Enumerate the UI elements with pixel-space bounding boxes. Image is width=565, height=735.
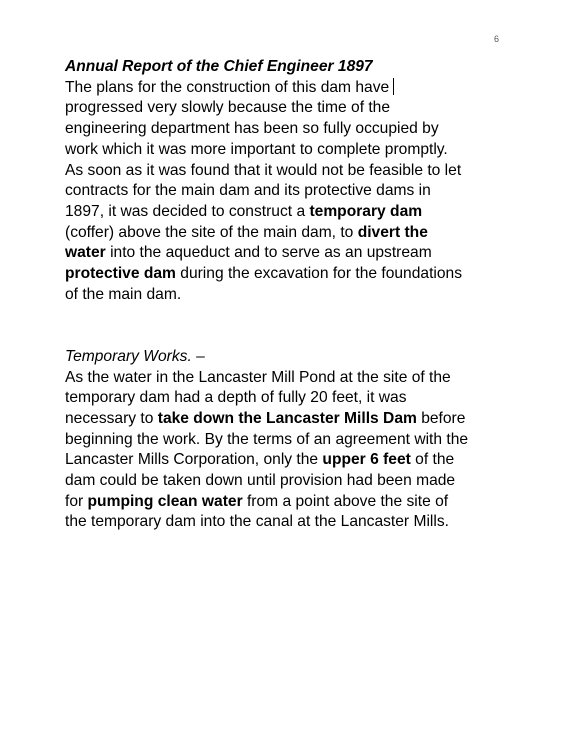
bold-term: divert the: [357, 223, 428, 241]
bold-term: upper 6 feet: [322, 451, 411, 469]
text-line: engineering department has been so fully occupied by: [65, 120, 439, 138]
text-line: [65, 450, 510, 471]
paragraph-gap: [65, 305, 510, 346]
text-line: contracts for the main dam and its protective dams in: [65, 182, 431, 200]
text-line: work which it was more important to complete promptly.: [65, 140, 448, 158]
text-run: The plans for the construction of this dam have: [65, 78, 390, 96]
text-line: [65, 492, 510, 513]
report-title: Annual Report of the Chief Engineer 1897: [65, 58, 373, 75]
text-line: As soon as it was found that it would not be feasible to let: [65, 161, 462, 179]
text-line: of the main dam.: [65, 285, 182, 303]
text-run: 1897, it was decided to construct a: [65, 202, 310, 220]
text-run: from a point above the site of: [242, 492, 449, 510]
temporary-works-section: [65, 347, 510, 533]
text-line: [65, 409, 510, 430]
section-heading: Temporary Works. –: [65, 347, 205, 365]
bold-term: pumping clean water: [87, 492, 243, 510]
text-run: (coffer) above the site of the main dam, to: [65, 223, 358, 241]
text-cursor: [393, 78, 394, 95]
text-line: [65, 78, 510, 99]
text-line: dam could be taken down until provision had been made: [65, 472, 456, 490]
text-line: [65, 243, 510, 264]
text-line: beginning the work. By the terms of an agreement with the: [65, 430, 469, 448]
text-line: temporary dam had a depth of fully 20 feet, it was: [65, 389, 407, 407]
bold-term: water: [65, 244, 106, 262]
text-run: of the: [410, 451, 455, 469]
text-run: for: [65, 492, 88, 510]
document-body[interactable]: [65, 57, 510, 533]
text-run: necessary to: [65, 409, 158, 427]
text-line: [65, 223, 510, 244]
text-line: [65, 264, 510, 285]
text-run: Lancaster Mills Corporation, only the: [65, 451, 323, 469]
bold-term: temporary dam: [309, 202, 423, 220]
text-line: As the water in the Lancaster Mill Pond at the site of the: [65, 368, 451, 386]
text-run: during the excavation for the foundations: [175, 265, 463, 283]
text-run: into the aqueduct and to serve as an upstream: [105, 244, 432, 262]
intro-paragraph: [65, 78, 510, 306]
bold-term: protective dam: [65, 265, 176, 283]
text-run: before: [416, 409, 466, 427]
text-line: progressed very slowly because the time of the: [65, 99, 391, 117]
text-line: [65, 202, 510, 223]
text-line: the temporary dam into the canal at the Lancaster Mills.: [65, 513, 449, 531]
bold-term: take down the Lancaster Mills Dam: [157, 409, 417, 427]
page-number: 6: [494, 34, 500, 44]
